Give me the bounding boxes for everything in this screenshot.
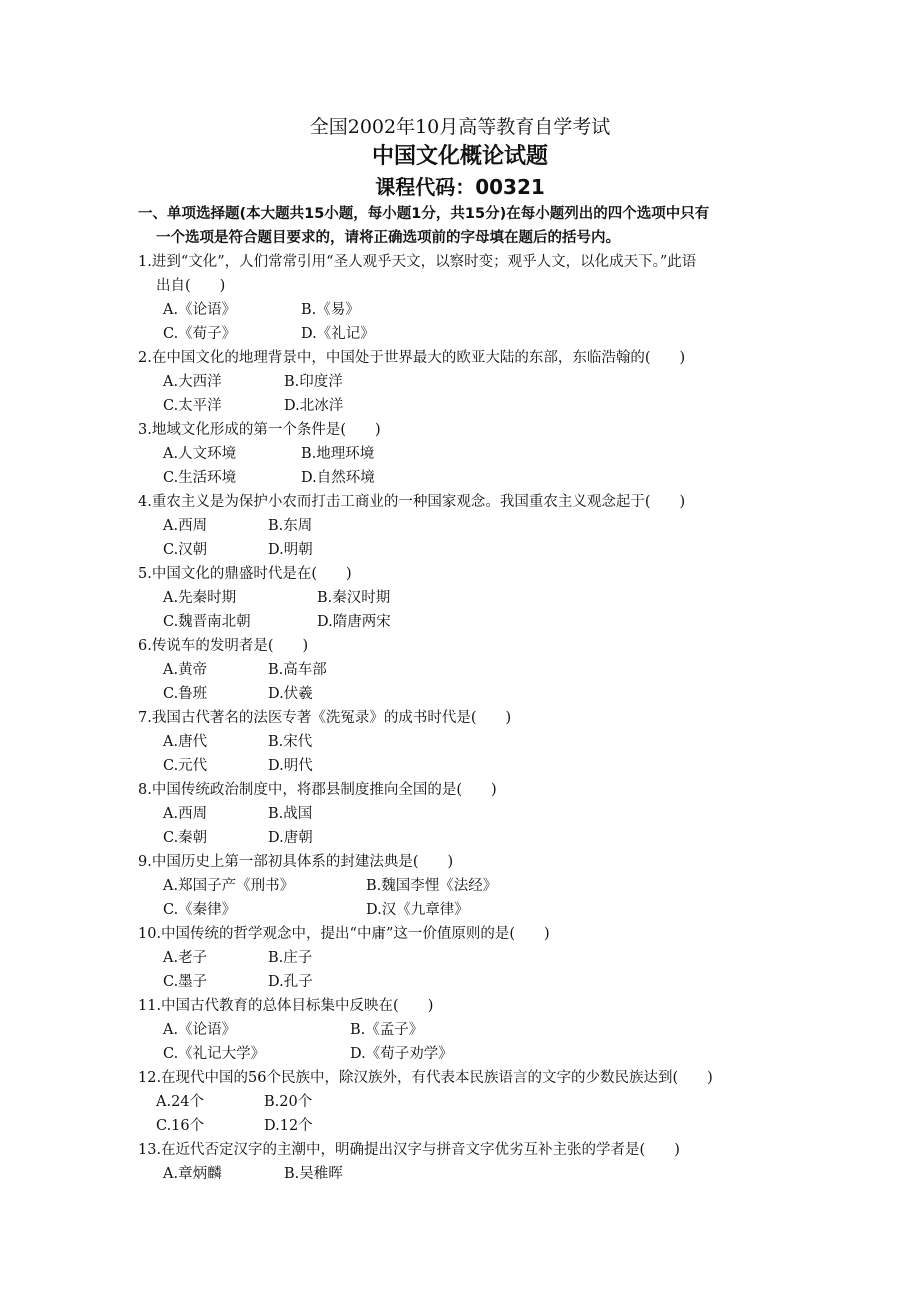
question-9-stem: 9.中国历史上第一部初具体系的封建法典是( ) (138, 854, 454, 870)
question-8-option-c: C.秦朝 (163, 830, 208, 846)
question-2-stem: 2.在中国文化的地理背景中，中国处于世界最大的欧亚大陆的东部，东临浩翰的( ) (138, 350, 686, 366)
section-instructions-line2: 一个选项是符合题目要求的，请将正确选项前的字母填在题后的括号内。 (156, 230, 620, 246)
question-11-option-b: B.《孟子》 (350, 1022, 424, 1038)
question-5-option-a: A.先秦时期 (163, 590, 237, 606)
question-4-option-b: B.东周 (268, 518, 313, 534)
question-6-stem: 6.传说车的发明者是( ) (138, 638, 309, 654)
course-code: 课程代码：00321 (375, 175, 545, 199)
question-4-option-a: A.西周 (163, 518, 208, 534)
question-11-option-a: A.《论语》 (163, 1022, 237, 1038)
question-7-option-d: D.明代 (268, 758, 313, 774)
question-1-option-d: D.《礼记》 (301, 326, 375, 342)
question-12-option-d: D.12个 (264, 1118, 313, 1134)
question-1-option-c: C.《荀子》 (163, 326, 237, 342)
question-2-option-a: A.大西洋 (163, 374, 222, 390)
section-instructions (138, 202, 788, 250)
question-12-stem: 12.在现代中国的56个民族中，除汉族外，有代表本民族语言的文字的少数民族达到( ) (138, 1070, 713, 1086)
question-3-option-d: D.自然环境 (301, 470, 375, 486)
question-5-stem: 5.中国文化的鼎盛时代是在( ) (138, 566, 352, 582)
question-11-stem: 11.中国古代教育的总体目标集中反映在( ) (138, 998, 434, 1014)
question-7-option-a: A.唐代 (163, 734, 208, 750)
question-3-option-a: A.人文环境 (163, 446, 237, 462)
section-instructions-line1: 一、单项选择题(本大题共15小题，每小题1分，共15分)在每小题列出的四个选项中只有 (138, 206, 710, 222)
question-10-option-b: B.庄子 (268, 950, 313, 966)
question-5-option-b: B.秦汉时期 (317, 590, 391, 606)
question-2-option-b: B.印度洋 (284, 374, 343, 390)
question-12-option-a: A.24个 (156, 1094, 205, 1110)
question-10-option-a: A.老子 (163, 950, 208, 966)
question-10-option-c: C.墨子 (163, 974, 208, 990)
question-1-option-a: A.《论语》 (163, 302, 237, 318)
question-3-stem: 3.地域文化形成的第一个条件是( ) (138, 422, 381, 438)
question-13-stem: 13.在近代否定汉字的主潮中，明确提出汉字与拼音文字优劣互补主张的学者是( ) (138, 1142, 680, 1158)
exam-session-title: 全国2002年10月高等教育自学考试 (309, 116, 611, 138)
question-2-option-d: D.北冰洋 (284, 398, 344, 414)
question-11-option-c: C.《礼记大学》 (163, 1046, 266, 1062)
question-10-stem: 10.中国传统的哲学观念中，提出“中庸”这一价值原则的是( ) (138, 926, 550, 942)
question-7-option-c: C.元代 (163, 758, 208, 774)
question-8-option-a: A.西周 (163, 806, 208, 822)
question-9-option-c: C.《秦律》 (163, 902, 237, 918)
question-2-option-c: C.太平洋 (163, 398, 222, 414)
question-5-option-c: C.魏晋南北朝 (163, 614, 251, 630)
question-4-stem: 4.重农主义是为保护小农而打击工商业的一种国家观念。我国重农主义观念起于( ) (138, 494, 686, 510)
question-7-option-b: B.宋代 (268, 734, 313, 750)
question-6-option-b: B.高车部 (268, 662, 327, 678)
question-1-stem-cont: 出自( ) (156, 278, 226, 294)
question-6-option-c: C.鲁班 (163, 686, 208, 702)
question-13-option-b: B.吴稚晖 (284, 1166, 343, 1182)
question-3-option-c: C.生活环境 (163, 470, 237, 486)
question-4-option-c: C.汉朝 (163, 542, 208, 558)
question-6-option-d: D.伏羲 (268, 686, 313, 702)
question-9-option-b: B.魏国李悝《法经》 (366, 878, 498, 894)
question-8-option-d: D.唐朝 (268, 830, 313, 846)
question-1-option-b: B.《易》 (301, 302, 360, 318)
question-12-option-c: C.16个 (156, 1118, 205, 1134)
question-8-stem: 8.中国传统政治制度中，将郡县制度推向全国的是( ) (138, 782, 497, 798)
question-6-option-a: A.黄帝 (163, 662, 208, 678)
question-4-option-d: D.明朝 (268, 542, 313, 558)
question-13-option-a: A.章炳麟 (163, 1166, 222, 1182)
question-7-stem: 7.我国古代著名的法医专著《洗冤录》的成书时代是( ) (138, 710, 512, 726)
exam-subject-title: 中国文化概论试题 (371, 144, 548, 169)
question-3-option-b: B.地理环境 (301, 446, 375, 462)
question-9-option-a: A.郑国子产《刑书》 (163, 878, 295, 894)
question-1-stem: 1.进到“文化”，人们常常引用“圣人观乎天文，以察时变；观乎人文，以化成天下。”此语 (138, 254, 697, 270)
question-5-option-d: D.隋唐两宋 (317, 614, 391, 630)
question-9-option-d: D.汉《九章律》 (366, 902, 469, 918)
question-11-option-d: D.《荀子劝学》 (350, 1046, 453, 1062)
question-8-option-b: B.战国 (268, 806, 313, 822)
question-12-option-b: B.20个 (264, 1094, 313, 1110)
question-10-option-d: D.孔子 (268, 974, 313, 990)
